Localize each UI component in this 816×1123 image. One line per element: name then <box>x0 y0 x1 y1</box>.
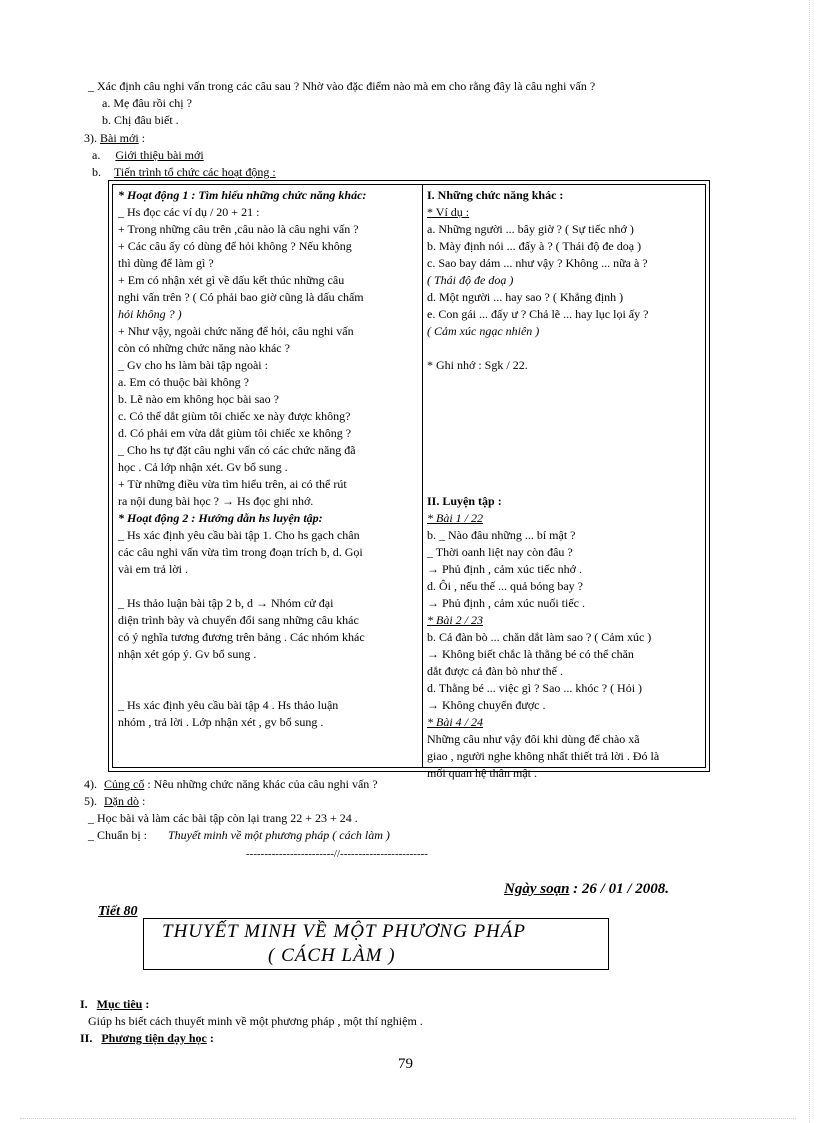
teacher-activity-line-text: nghi vấn trên ? ( Có phải bao giờ cũng là dấu chấm <box>118 290 364 304</box>
content-line-text: * Bài 2 / 23 <box>427 613 483 627</box>
teacher-activity-line-text: _ Gv cho hs làm bài tập ngoài : <box>118 358 268 372</box>
teacher-activity-line <box>118 578 416 595</box>
content-line-text: ( Cảm xúc ngạc nhiên ) <box>427 324 540 338</box>
teacher-activity-line <box>118 204 416 221</box>
content-line-text: * Bài 4 / 24 <box>427 715 483 729</box>
content-line-text: a. Những người ... bây giờ ? ( Sự tiếc nhớ ) <box>427 222 634 236</box>
teacher-activity-line <box>118 425 416 442</box>
content-line <box>427 561 705 578</box>
content-line <box>427 323 705 340</box>
teacher-activity-line-text: ra nội dung bài học ? → Hs đọc ghi nhớ. <box>118 494 314 508</box>
means-title: Phương tiện dạy học <box>101 1031 207 1045</box>
means-colon: : <box>206 1031 214 1045</box>
content-line-text: Những câu như vậy đôi khi dùng để chào xã <box>427 732 640 746</box>
content-line <box>427 425 705 442</box>
content-line-text: e. Con gái ... đấy ư ? Chả lẽ ... hay lục lọi ấy ? <box>427 307 649 321</box>
section-5-line2 <box>88 827 390 844</box>
teacher-activity-line-text: _ Hs đọc các ví dụ / 20 + 21 : <box>118 205 260 219</box>
teacher-activity-line-text: có ý nghĩa tương đương trên bảng . Các nhóm khác <box>118 630 365 644</box>
activities-table-inner <box>112 184 706 780</box>
teacher-activity-line <box>118 187 416 204</box>
teacher-activity-line-text: * Hoạt động 2 : Hướng dẫn hs luyện tập: <box>118 511 323 525</box>
lesson-title-box <box>143 918 609 970</box>
teacher-activity-line-text: + Trong những câu trên ,câu nào là câu nghi vấn ? <box>118 222 359 236</box>
content-line-text: * Ghi nhớ : Sgk / 22. <box>427 358 528 372</box>
teacher-activity-line <box>118 391 416 408</box>
teacher-activity-line-text: _ Hs thảo luận bài tập 2 b, d → Nhóm cử đại <box>118 596 334 610</box>
teacher-activity-line <box>118 357 416 374</box>
lesson-title-line2: ( CÁCH LÀM ) <box>268 945 396 966</box>
teacher-activity-line-text: d. Có phải em vừa dắt giùm tôi chiếc xe không ? <box>118 426 352 440</box>
objectives-num: I. <box>80 997 88 1011</box>
content-line <box>427 544 705 561</box>
content-line-text: → Phủ định , cảm xúc nuối tiếc . <box>427 596 585 610</box>
section-5-line1: _ Học bài và làm các bài tập còn lại trang 22 + 23 + 24 . <box>88 811 358 825</box>
content-line <box>427 714 705 731</box>
section-5-prepare-text: Thuyết minh về một phương pháp ( cách làm ) <box>168 828 390 842</box>
section-3-num: 3). <box>84 131 97 145</box>
example-b: b. Chị đâu biết . <box>102 113 179 127</box>
content-line <box>427 187 705 204</box>
teacher-activity-line <box>118 646 416 663</box>
date-label: Ngày soạn <box>504 881 570 897</box>
section-3-a-num: a. <box>92 148 101 162</box>
content-line-text: * Ví dụ : <box>427 205 470 219</box>
section-3-a <box>92 147 204 164</box>
content-line <box>427 255 705 272</box>
content-line <box>427 391 705 408</box>
content-line <box>427 374 705 391</box>
content-line-text: → Phủ định , cảm xúc tiếc nhớ . <box>427 562 582 576</box>
question-line: _ Xác định câu nghi vấn trong các câu sau ? Nhờ vào đặc điểm nào mà em cho rằng đây là câu nghi vấn ? <box>88 79 596 93</box>
teacher-activity-line-text: học . Cả lớp nhận xét. Gv bổ sung . <box>118 460 288 474</box>
content-line <box>427 357 705 374</box>
teacher-activity-line-text: + Các câu ấy có dùng để hỏi không ? Nếu không <box>118 239 352 253</box>
teacher-activity-line-text: a. Em có thuộc bài không ? <box>118 375 249 389</box>
means-num: II. <box>80 1031 93 1045</box>
content-line-text: d. Ôi , nếu thế ... quả bóng bay ? <box>427 579 583 593</box>
teacher-activity-line-text: c. Có thể dắt giùm tôi chiếc xe này được không? <box>118 409 351 423</box>
content-line <box>427 306 705 323</box>
teacher-activity-line <box>118 238 416 255</box>
section-3-b-text: Tiến trình tổ chức các hoạt động : <box>114 165 276 179</box>
teacher-activity-line <box>118 408 416 425</box>
section-4-num: 4). <box>84 777 97 791</box>
teacher-activity-line-text: _ Hs xác định yêu cầu bài tập 1. Cho hs gạch chân <box>118 528 360 542</box>
teacher-activity-line <box>118 374 416 391</box>
content-line <box>427 493 705 510</box>
section-5-colon: : <box>139 794 146 808</box>
separator-line: ------------------------//------------------------ <box>246 848 428 860</box>
content-line-text: I. Những chức năng khác : <box>427 188 564 202</box>
content-line-text: II. Luyện tập : <box>427 494 502 508</box>
content-line <box>427 238 705 255</box>
teacher-activity-line-text: thì dùng để làm gì ? <box>118 256 214 270</box>
content-line-text: d. Thằng bé ... việc gì ? Sao ... khóc ? ( Hỏi ) <box>427 681 643 695</box>
teacher-activity-line <box>118 493 416 510</box>
activities-table <box>108 180 710 780</box>
content-line-text: d. Một người ... hay sao ? ( Khẳng định ) <box>427 290 624 304</box>
section-5-prepare-label: _ Chuẩn bị : <box>88 828 147 842</box>
content-line <box>427 629 705 646</box>
table-column-divider <box>422 185 423 767</box>
teacher-activity-line-text: _ Cho hs tự đặt câu nghi vấn có các chức năng đã <box>118 443 356 457</box>
section-3-b <box>92 164 276 181</box>
content-line-text: ( Thái độ đe doạ ) <box>427 273 514 287</box>
section-3-b-num: b. <box>92 165 101 179</box>
teacher-activity-line-text: + Như vậy, ngoài chức năng để hỏi, câu nghi vấn <box>118 324 354 338</box>
content-column <box>427 187 705 782</box>
content-line <box>427 510 705 527</box>
teacher-activity-line-text: hỏi không ? ) <box>118 307 182 321</box>
teacher-activity-line <box>118 680 416 697</box>
objectives-title: Mục tiêu <box>96 997 143 1011</box>
section-5 <box>84 793 145 810</box>
content-line <box>427 221 705 238</box>
teacher-activity-line-text: diện trình bày và chuyển đổi sang những câu khác <box>118 613 359 627</box>
lesson-title-line1: THUYẾT MINH VỀ MỘT PHƯƠNG PHÁP <box>162 921 526 942</box>
teacher-activity-line-text: * Hoạt động 1 : Tìm hiểu những chức năng khác: <box>118 188 367 202</box>
teacher-activity-line <box>118 527 416 544</box>
content-line-text: b. _ Nào đâu những ... bí mật ? <box>427 528 576 542</box>
teacher-activity-line-text: còn có những chức năng nào khác ? <box>118 341 290 355</box>
teacher-activity-line <box>118 255 416 272</box>
content-line <box>427 680 705 697</box>
section-3-a-text: Giới thiệu bài mới <box>115 148 204 162</box>
section-4-text: : Nêu những chức năng khác của câu nghi vấn ? <box>144 777 378 791</box>
teacher-activity-line <box>118 459 416 476</box>
lesson-number: Tiết 80 <box>98 904 138 919</box>
teacher-activity-line-text: b. Lẽ nào em không học bài sao ? <box>118 392 279 406</box>
teacher-activity-line-text: + Từ những điều vừa tìm hiểu trên, ai có thể rút <box>118 477 347 491</box>
content-line-text: mối quan hệ thân mật . <box>427 766 537 780</box>
teacher-activity-line-text: nhóm , trả lời . Lớp nhận xét , gv bổ sung . <box>118 715 324 729</box>
teacher-activity-line <box>118 612 416 629</box>
teacher-activity-line <box>118 510 416 527</box>
section-3-heading <box>84 130 145 147</box>
objectives-colon: : <box>142 997 150 1011</box>
content-line <box>427 289 705 306</box>
teacher-activity-line <box>118 663 416 680</box>
content-line <box>427 663 705 680</box>
example-a: a. Mẹ đâu rồi chị ? <box>102 96 192 110</box>
teacher-activity-line <box>118 595 416 612</box>
content-line-text: * Bài 1 / 22 <box>427 511 483 525</box>
content-line <box>427 697 705 714</box>
content-line-text: b. Mày định nói ... đấy à ? ( Thái độ đe doạ ) <box>427 239 642 253</box>
content-line <box>427 442 705 459</box>
content-line-text: → Không biết chắc là thằng bé có thể chăn <box>427 647 634 661</box>
teacher-activity-line <box>118 272 416 289</box>
content-line-text: c. Sao bay dám ... như vậy ? Không ... nữa à ? <box>427 256 648 270</box>
teacher-activity-line <box>118 476 416 493</box>
content-line-text: b. Cả đàn bò ... chăn dắt làm sao ? ( Cảm xúc ) <box>427 630 652 644</box>
content-line <box>427 612 705 629</box>
content-line-text: _ Thời oanh liệt nay còn đâu ? <box>427 545 573 559</box>
teacher-activity-line-text: nhận xét góp ý. Gv bổ sung . <box>118 647 257 661</box>
content-line <box>427 459 705 476</box>
objectives-heading <box>80 996 149 1013</box>
teacher-activity-line-text: các câu nghi vấn vừa tìm trong đoạn trích b, d. Gọi <box>118 545 363 559</box>
content-line <box>427 408 705 425</box>
section-5-title: Dặn dò <box>104 794 139 808</box>
content-line <box>427 595 705 612</box>
teacher-activity-line-text: + Em có nhận xét gì về dấu kết thúc những câu <box>118 273 345 287</box>
content-line <box>427 340 705 357</box>
teacher-activity-line-text: _ Hs xác định yêu cầu bài tập 4 . Hs thảo luận <box>118 698 339 712</box>
teacher-activity-line <box>118 221 416 238</box>
content-line <box>427 646 705 663</box>
page-bottom-edge <box>20 1118 796 1119</box>
section-5-num: 5). <box>84 794 97 808</box>
content-line <box>427 204 705 221</box>
content-line-text: giao , người nghe không nhất thiết trả lời . Đó là <box>427 749 660 763</box>
teacher-activity-column <box>118 187 416 731</box>
teacher-activity-line <box>118 697 416 714</box>
section-4 <box>84 776 378 793</box>
content-line <box>427 578 705 595</box>
teacher-activity-line <box>118 442 416 459</box>
content-line-text: → Không chuyển được . <box>427 698 546 712</box>
teacher-activity-line <box>118 629 416 646</box>
teacher-activity-line <box>118 306 416 323</box>
preparation-date <box>504 881 669 898</box>
section-3-title: Bài mới <box>100 131 139 145</box>
content-line <box>427 476 705 493</box>
teacher-activity-line <box>118 714 416 731</box>
teacher-activity-line <box>118 289 416 306</box>
page-right-edge <box>809 0 810 1123</box>
teacher-activity-line <box>118 544 416 561</box>
section-4-title: Củng cố <box>104 777 145 791</box>
teacher-activity-line <box>118 561 416 578</box>
content-line <box>427 527 705 544</box>
objectives-text: Giúp hs biết cách thuyết minh về một phương pháp , một thí nghiệm . <box>88 1014 423 1028</box>
teacher-activity-line <box>118 340 416 357</box>
teacher-activity-line-text: vài em trả lời . <box>118 562 188 576</box>
content-line-text: dắt được cả đàn bò như thế . <box>427 664 563 678</box>
content-line <box>427 272 705 289</box>
date-value: : 26 / 01 / 2008. <box>569 881 670 897</box>
means-heading <box>80 1030 214 1047</box>
page-number: 79 <box>398 1056 413 1072</box>
teacher-activity-line <box>118 323 416 340</box>
section-3-colon: : <box>138 131 146 145</box>
content-line <box>427 765 705 782</box>
content-line <box>427 748 705 765</box>
content-line <box>427 731 705 748</box>
